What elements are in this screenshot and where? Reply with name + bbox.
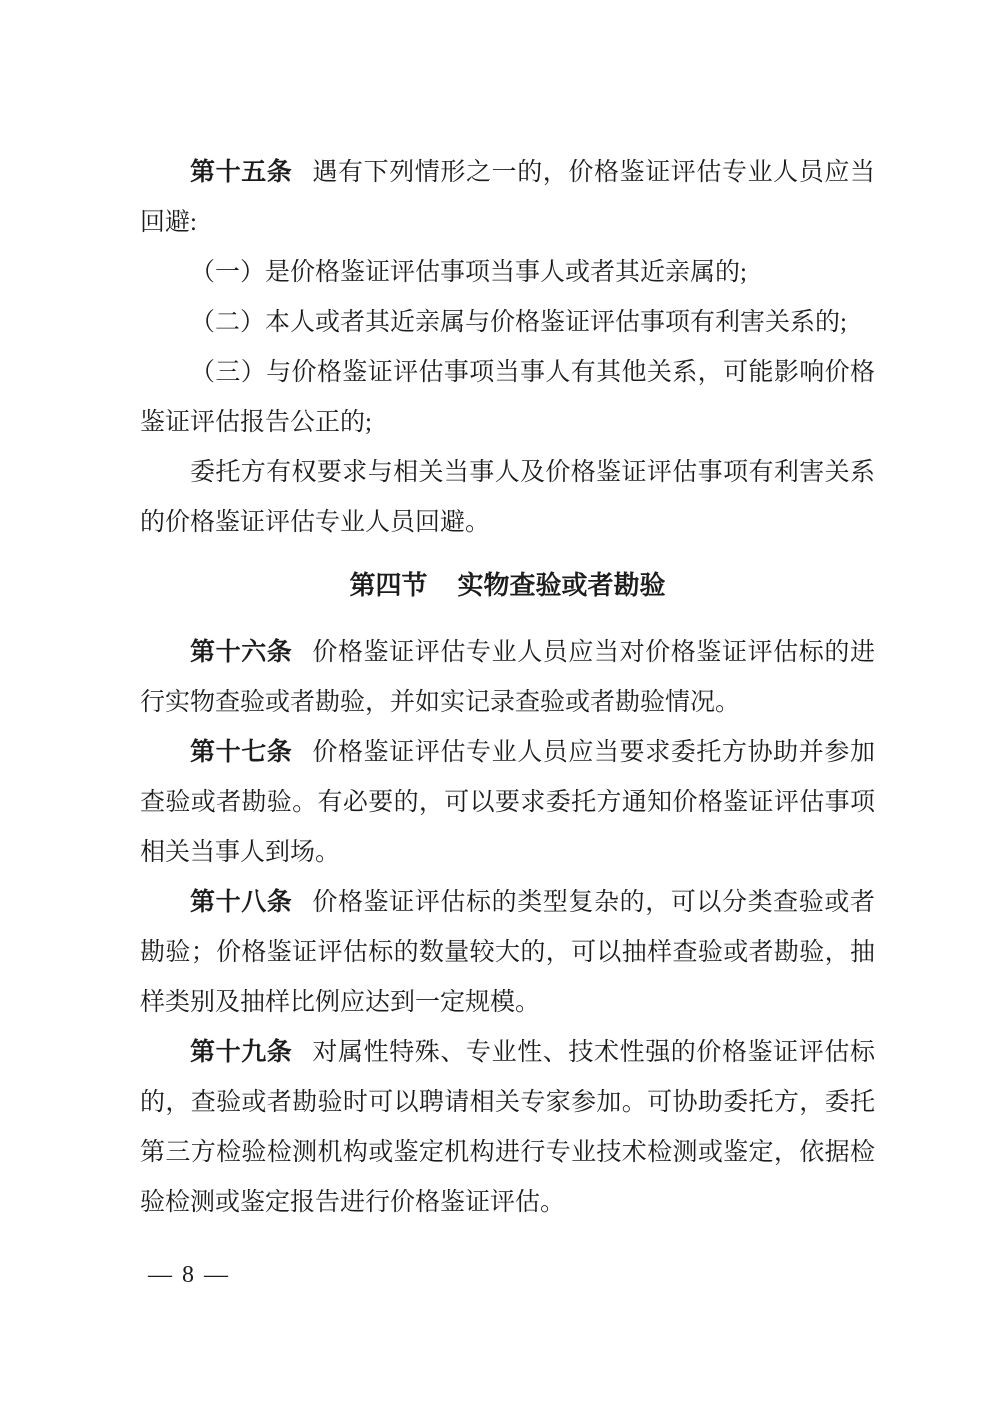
article-15-number: 第十五条 — [190, 159, 293, 186]
document-body — [140, 148, 875, 1228]
page-number-footer: — 8 — — [148, 1262, 230, 1288]
article-15-text-1: 遇有下列情形之一的，价格鉴证评估专业人员应当 — [312, 159, 875, 186]
article-15-item-3-line-1: （三）与价格鉴证评估事项当事人有其他关系，可能影响价格 — [190, 359, 875, 386]
article-19-line-4: 验检测或鉴定报告进行价格鉴证评估。 — [140, 1189, 566, 1216]
article-16-text-1: 价格鉴证评估专业人员应当对价格鉴证评估标的进 — [312, 639, 875, 666]
article-15-closing-line-2: 的价格鉴证评估专业人员回避。 — [140, 509, 491, 536]
article-15-line-1 — [140, 148, 875, 198]
article-16-number: 第十六条 — [190, 639, 293, 666]
article-18-number: 第十八条 — [190, 889, 293, 916]
article-17-line-3: 相关当事人到场。 — [140, 839, 341, 866]
article-18-line-2: 勘验；价格鉴证评估标的数量较大的，可以抽样查验或者勘验，抽 — [140, 939, 875, 966]
article-16-line-1 — [140, 628, 875, 678]
article-17-number: 第十七条 — [190, 739, 293, 766]
article-17-text-1: 价格鉴证评估专业人员应当要求委托方协助并参加 — [312, 739, 875, 766]
article-18-line-1 — [140, 878, 875, 928]
section-4-title: 实物查验或者勘验 — [457, 571, 666, 600]
article-17-line-2: 查验或者勘验。有必要的，可以要求委托方通知价格鉴证评估事项 — [140, 789, 875, 816]
article-18-line-3: 样类别及抽样比例应达到一定规模。 — [140, 989, 541, 1016]
article-19-line-1 — [140, 1028, 875, 1078]
article-15-item-2: （二）本人或者其近亲属与价格鉴证评估事项有利害关系的; — [190, 309, 847, 336]
article-15-item-1: （一）是价格鉴证评估事项当事人或者其近亲属的; — [190, 259, 747, 286]
section-4-heading — [140, 561, 875, 611]
article-19-text-1: 对属性特殊、专业性、技术性强的价格鉴证评估标 — [312, 1039, 875, 1066]
article-19-number: 第十九条 — [190, 1039, 293, 1066]
article-19-line-2: 的，查验或者勘验时可以聘请相关专家参加。可协助委托方，委托 — [140, 1089, 875, 1116]
article-17-line-1 — [140, 728, 875, 778]
article-15-item-3-line-2: 鉴证评估报告公正的; — [140, 409, 372, 436]
article-19-line-3: 第三方检验检测机构或鉴定机构进行专业技术检测或鉴定，依据检 — [140, 1139, 875, 1166]
article-15-closing-line-1: 委托方有权要求与相关当事人及价格鉴证评估事项有利害关系 — [190, 459, 875, 486]
article-18-text-1: 价格鉴证评估标的类型复杂的，可以分类查验或者 — [312, 889, 875, 916]
section-4-number: 第四节 — [349, 571, 428, 600]
article-16-line-2: 行实物查验或者勘验，并如实记录查验或者勘验情况。 — [140, 689, 741, 716]
article-15-line-2: 回避: — [140, 209, 197, 236]
